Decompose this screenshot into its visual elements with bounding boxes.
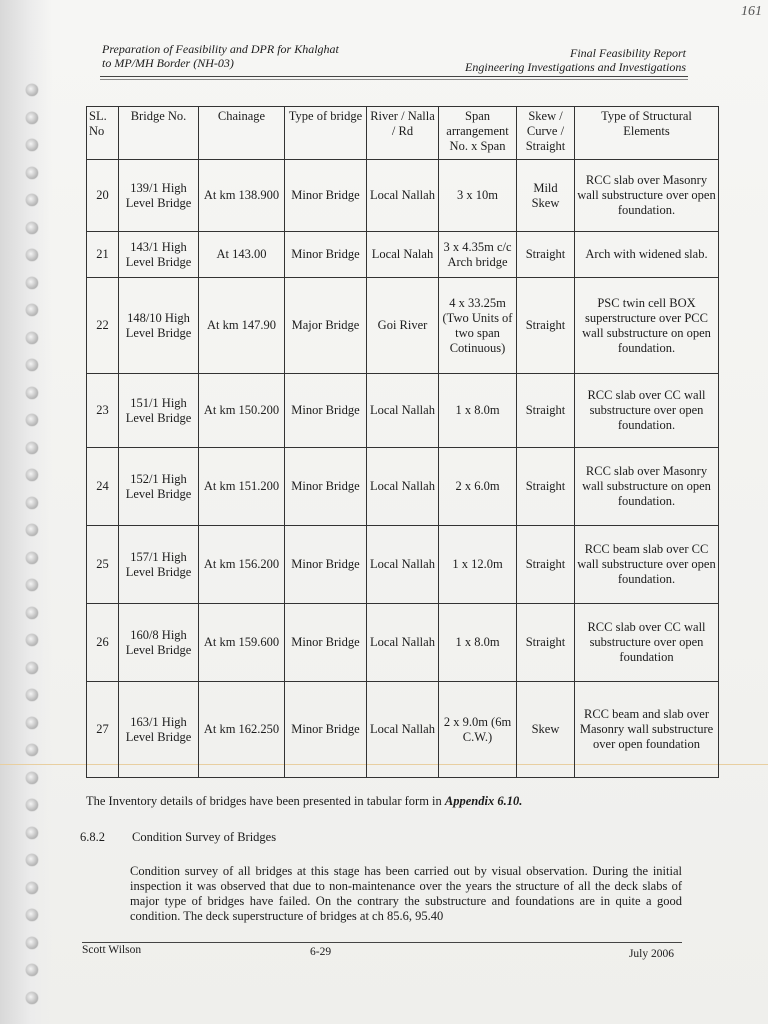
cell-skew: Mild Skew bbox=[517, 160, 575, 232]
cell-span: 3 x 4.35m c/c Arch bridge bbox=[439, 232, 517, 278]
cell-skew: Straight bbox=[517, 448, 575, 526]
header-report-subtitle: Engineering Investigations and Investigations bbox=[465, 60, 686, 74]
binding-hole bbox=[26, 552, 38, 564]
table-row bbox=[87, 374, 719, 448]
cell-bridge-no: 157/1 High Level Bridge bbox=[119, 526, 199, 604]
cell-bridge-type: Minor Bridge bbox=[285, 448, 367, 526]
table-header-row bbox=[87, 107, 719, 160]
cell-bridge-type: Minor Bridge bbox=[285, 604, 367, 682]
cell-structural-elements: PSC twin cell BOX superstructure over PCC wall substructure on open foundation. bbox=[575, 278, 719, 374]
appendix-note bbox=[86, 794, 522, 809]
cell-sl-no: 20 bbox=[87, 160, 119, 232]
cell-river: Local Nallah bbox=[367, 160, 439, 232]
section-paragraph: Condition survey of all bridges at this stage has been carried out by visual observation. During the initial inspection it was observed that due to non-maintenance over the years the structure of all the deck slabs of major type of bridges have failed. On the contrary the substructure and foundations are in quite a good condition. The deck superstructure of bridges at ch 85.6, 95.40 bbox=[130, 864, 682, 923]
header-skew: Skew / Curve / Straight bbox=[517, 107, 575, 160]
header-report-title: Final Feasibility Report bbox=[570, 46, 686, 60]
binding-hole bbox=[26, 304, 38, 316]
header-rule bbox=[100, 76, 688, 77]
cell-skew: Straight bbox=[517, 526, 575, 604]
header-rule-secondary bbox=[100, 79, 688, 80]
header-sl-no: SL. No bbox=[87, 107, 119, 160]
table-row bbox=[87, 448, 719, 526]
table-row bbox=[87, 278, 719, 374]
cell-structural-elements: RCC slab over CC wall substructure over open foundation. bbox=[575, 374, 719, 448]
cell-sl-no: 27 bbox=[87, 682, 119, 778]
table-row bbox=[87, 604, 719, 682]
header-project-line1: Preparation of Feasibility and DPR for Khalghat bbox=[102, 42, 339, 56]
binding-hole bbox=[26, 937, 38, 949]
cell-bridge-type: Minor Bridge bbox=[285, 232, 367, 278]
binding-hole bbox=[26, 277, 38, 289]
cell-sl-no: 24 bbox=[87, 448, 119, 526]
binding-hole bbox=[26, 222, 38, 234]
cell-river: Local Nallah bbox=[367, 374, 439, 448]
binding-hole bbox=[26, 634, 38, 646]
binding-hole bbox=[26, 854, 38, 866]
header-right bbox=[465, 46, 686, 74]
binding-hole bbox=[26, 139, 38, 151]
cell-river: Local Nallah bbox=[367, 526, 439, 604]
header-bridge-no: Bridge No. bbox=[119, 107, 199, 160]
cell-skew: Straight bbox=[517, 604, 575, 682]
section-number: 6.8.2 bbox=[80, 830, 105, 844]
cell-bridge-type: Minor Bridge bbox=[285, 682, 367, 778]
cell-span: 4 x 33.25m (Two Units of two span Cotinuous) bbox=[439, 278, 517, 374]
binding-hole bbox=[26, 249, 38, 261]
header-span-arrangement: Span arrangement No. x Span bbox=[439, 107, 517, 160]
cell-structural-elements: Arch with widened slab. bbox=[575, 232, 719, 278]
cell-structural-elements: RCC slab over Masonry wall substructure on open foundation. bbox=[575, 448, 719, 526]
cell-skew: Straight bbox=[517, 278, 575, 374]
binding-hole bbox=[26, 442, 38, 454]
binding-hole bbox=[26, 799, 38, 811]
bridge-inventory-table bbox=[86, 106, 719, 778]
cell-sl-no: 23 bbox=[87, 374, 119, 448]
cell-chainage: At km 162.250 bbox=[199, 682, 285, 778]
appendix-note-text: The Inventory details of bridges have been presented in tabular form in bbox=[86, 794, 445, 808]
binding-hole bbox=[26, 992, 38, 1004]
cell-skew: Straight bbox=[517, 374, 575, 448]
binding-hole bbox=[26, 662, 38, 674]
cell-chainage: At km 150.200 bbox=[199, 374, 285, 448]
footer-company: Scott Wilson bbox=[82, 944, 142, 956]
binding-hole bbox=[26, 689, 38, 701]
binding-hole bbox=[26, 717, 38, 729]
cell-bridge-type: Minor Bridge bbox=[285, 526, 367, 604]
cell-bridge-no: 139/1 High Level Bridge bbox=[119, 160, 199, 232]
cell-river: Goi River bbox=[367, 278, 439, 374]
appendix-reference: Appendix 6.10. bbox=[444, 794, 523, 808]
binding-hole bbox=[26, 882, 38, 894]
table-row bbox=[87, 160, 719, 232]
binding-hole bbox=[26, 497, 38, 509]
binding-strip bbox=[0, 0, 52, 1024]
page-mark: 161 bbox=[741, 4, 762, 19]
cell-river: Local Nallah bbox=[367, 448, 439, 526]
binding-hole bbox=[26, 772, 38, 784]
header-structural-elements: Type of Structural Elements bbox=[575, 107, 719, 160]
binding-hole bbox=[26, 84, 38, 96]
cell-span: 2 x 6.0m bbox=[439, 448, 517, 526]
cell-sl-no: 26 bbox=[87, 604, 119, 682]
binding-hole bbox=[26, 607, 38, 619]
cell-bridge-type: Minor Bridge bbox=[285, 374, 367, 448]
cell-chainage: At km 156.200 bbox=[199, 526, 285, 604]
binding-hole bbox=[26, 524, 38, 536]
cell-river: Local Nallah bbox=[367, 604, 439, 682]
cell-chainage: At 143.00 bbox=[199, 232, 285, 278]
cell-bridge-no: 152/1 High Level Bridge bbox=[119, 448, 199, 526]
header-type-of-bridge: Type of bridge bbox=[285, 107, 367, 160]
cell-bridge-no: 148/10 High Level Bridge bbox=[119, 278, 199, 374]
cell-chainage: At km 151.200 bbox=[199, 448, 285, 526]
cell-bridge-type: Minor Bridge bbox=[285, 160, 367, 232]
binding-hole bbox=[26, 112, 38, 124]
binding-hole bbox=[26, 359, 38, 371]
cell-span: 1 x 8.0m bbox=[439, 604, 517, 682]
binding-hole bbox=[26, 909, 38, 921]
binding-hole bbox=[26, 194, 38, 206]
table-row bbox=[87, 526, 719, 604]
cell-bridge-no: 163/1 High Level Bridge bbox=[119, 682, 199, 778]
table-row bbox=[87, 232, 719, 278]
cell-span: 1 x 8.0m bbox=[439, 374, 517, 448]
cell-bridge-no: 151/1 High Level Bridge bbox=[119, 374, 199, 448]
cell-structural-elements: RCC beam slab over CC wall substructure over open foundation. bbox=[575, 526, 719, 604]
table-row bbox=[87, 682, 719, 778]
section-title: Condition Survey of Bridges bbox=[132, 830, 277, 844]
footer-rule bbox=[82, 942, 682, 943]
cell-skew: Skew bbox=[517, 682, 575, 778]
binding-hole bbox=[26, 167, 38, 179]
cell-bridge-no: 143/1 High Level Bridge bbox=[119, 232, 199, 278]
header-project-line2: to MP/MH Border (NH-03) bbox=[102, 56, 234, 70]
binding-hole bbox=[26, 744, 38, 756]
cell-span: 3 x 10m bbox=[439, 160, 517, 232]
binding-hole bbox=[26, 387, 38, 399]
cell-river: Local Nalah bbox=[367, 232, 439, 278]
cell-sl-no: 25 bbox=[87, 526, 119, 604]
cell-span: 1 x 12.0m bbox=[439, 526, 517, 604]
header-river-nalla: River / Nalla / Rd bbox=[367, 107, 439, 160]
cell-span: 2 x 9.0m (6m C.W.) bbox=[439, 682, 517, 778]
footer-page-number: 6-29 bbox=[310, 946, 332, 958]
binding-hole bbox=[26, 469, 38, 481]
binding-hole bbox=[26, 579, 38, 591]
cell-structural-elements: RCC beam and slab over Masonry wall substructure over open foundation bbox=[575, 682, 719, 778]
table-body bbox=[87, 160, 719, 778]
binding-hole bbox=[26, 332, 38, 344]
cell-river: Local Nallah bbox=[367, 682, 439, 778]
header-chainage: Chainage bbox=[199, 107, 285, 160]
cell-chainage: At km 147.90 bbox=[199, 278, 285, 374]
cell-sl-no: 21 bbox=[87, 232, 119, 278]
header-left bbox=[102, 42, 339, 70]
binding-hole bbox=[26, 414, 38, 426]
cell-bridge-no: 160/8 High Level Bridge bbox=[119, 604, 199, 682]
cell-skew: Straight bbox=[517, 232, 575, 278]
footer-date: July 2006 bbox=[628, 948, 674, 960]
cell-chainage: At km 159.600 bbox=[199, 604, 285, 682]
binding-hole bbox=[26, 964, 38, 976]
cell-structural-elements: RCC slab over Masonry wall substructure over open foundation. bbox=[575, 160, 719, 232]
binding-hole bbox=[26, 827, 38, 839]
cell-structural-elements: RCC slab over CC wall substructure over open foundation bbox=[575, 604, 719, 682]
cell-bridge-type: Major Bridge bbox=[285, 278, 367, 374]
cell-chainage: At km 138.900 bbox=[199, 160, 285, 232]
cell-sl-no: 22 bbox=[87, 278, 119, 374]
